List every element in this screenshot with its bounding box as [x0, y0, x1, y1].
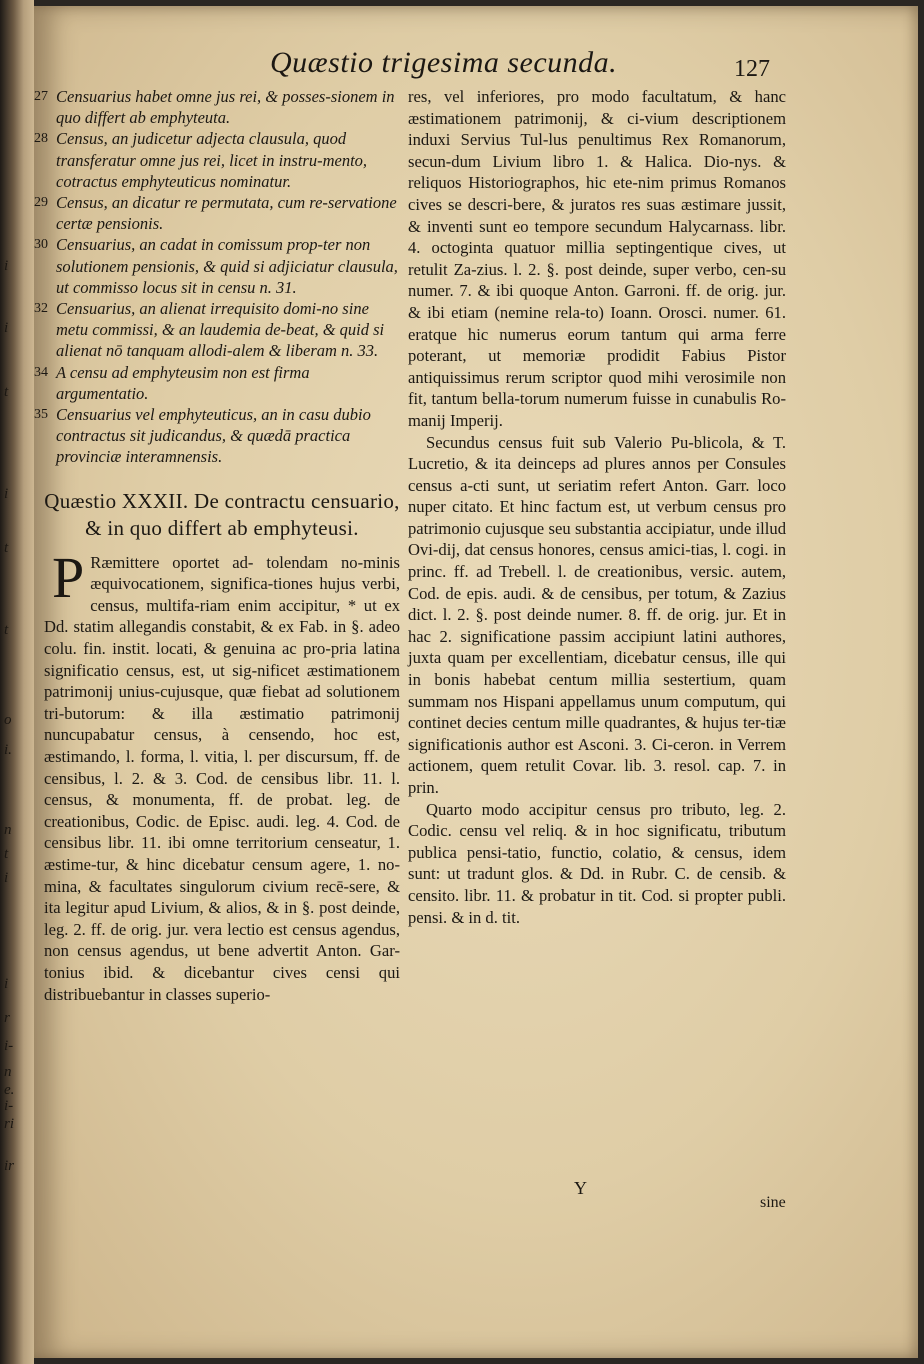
margin-letter: t	[4, 384, 9, 400]
margin-letter: n	[4, 822, 12, 838]
margin-letter: ir	[4, 1158, 15, 1174]
summary-item: 30 Censuarius, an cadat in comissum prop-ter non solutionem pensionis, & quid si adjiciatur clausula, ut commisso locus sit in censu n. 31.	[34, 235, 398, 297]
margin-letter: t	[4, 846, 9, 862]
summary-item: 35 Censuarius vel emphyteuticus, an in casu dubio contractus sit judicandus, & quædā practica provinciæ interamnensis.	[34, 405, 371, 467]
drop-cap: P	[52, 544, 85, 610]
margin-letter: ri	[4, 1116, 15, 1132]
catchword: sine	[760, 1194, 786, 1211]
right-paragraph-1: res, vel inferiores, pro modo facultatum, & hanc æstimationem patrimonij, & ci-vium descriptionem induxi Servius Tul-lus penultimus Rex Romanorum, secun-dum Livium libro 1. & Halica. Dio-nys. & reliquos Historiographos, hic ete-nim primus Romanos cives se descri-bere, & juratos res suas æstimare jussit, & inventi sunt eo tempore secundum Halycarnass. libr. 4. octoginta quatuor millia septingentique cives, ut retulit Za-zius. l. 2. §. post deinde, super verbo, cen-su numer. 7. & ibi quoque Anton. Garroni. ff. de orig. jur. & ibi etiam (nemine rela-to) Ioann. Orosci. numer. 61. eratque hic numerus eorum tantum qui arma ferre poterant, ut memoriæ prodidit Fabius Pistor antiquissimus rerum scriptor quod mihi verosimile non fit, tantum bella-torum numerum fuisse in cunabulis Ro-manij Imperij.	[408, 87, 786, 430]
left-body-text: P Ræmittere oportet ad- tolendam no-minis æquivocationem, significa-tiones hujus verbi, census, multifa-riam enim accipitur, * ut ex Dd. statim allegandis constabit, & ex Fab. in §. adeo colu. fin. instit. locati, & genuina ac pro-pria latina significatio census, est, ut sig-nificet æstimationem patrimonij unius-cujusque, quæ fiebat ad solutionem tri-butorum: & illa æstimatio patrimonij nuncupabatur census, à censendo, hoc est, æstimando, l. forma, l. vitia, l. per discursum, ff. de censibus, l. 2. & 3. Cod. de censibus libr. 11. l. census, & monumenta, ff. de probat. leg. de creationibus, Codic. de Episc. audi. leg. 4. Cod. de censibus libr. 11. ibi omne territorium censeatur, 1. æstime-tur, & hinc dicebatur censum agere, 1. no-mina, & facultates singulorum civium recē-sere, & ita legitur apud Livium, & alios, & in §. post deinde, leg. 2. ff. de orig. jur. vera lectio est census agendus, non census agendus, ut bene advertit Anton. Gar-tonius ibid. & dicebantur cives censi qui distribuebantur in classes superio-	[44, 544, 400, 1004]
summary-item: 34 A censu ad emphyteusim non est firma argumentatio.	[34, 362, 310, 403]
margin-letter: i-	[4, 1038, 14, 1054]
page-number: 127	[734, 56, 770, 82]
margin-letter: i	[4, 320, 9, 336]
right-paragraph-3: Quarto modo accipitur census pro tributo, leg. 2. Codic. censu vel reliq. & in hoc significatu, tributum publica pensi-tatio, functio, colatio, & census, idem sunt: ut tradunt glos. & Dd. in Rubr. C. de censib. & censito. libr. 11. & probatur in tit. Cod. si propter publi. pensi. & in d. tit.	[408, 799, 786, 927]
margin-letter: t	[4, 540, 9, 556]
margin-letter: i	[4, 486, 9, 502]
running-title: Quæstio trigesima secunda.	[270, 46, 618, 79]
facing-page-margin-text	[2, 0, 22, 1364]
margin-letter: i	[4, 258, 9, 274]
signature-mark: Y	[574, 1178, 587, 1198]
summary-item: 29 Census, an dicatur re permutata, cum re-servatione certæ pensionis.	[34, 193, 397, 234]
right-paragraph-2: Secundus census fuit sub Valerio Pu-blicola, & T. Lucretio, & ita deinceps ad plures annos per Consules census a-cti sunt, ut seriatim refert Anton. Garr. loco nuper citato. Et hinc factum est, ut verbum census pro patrimonio cujusque seu substantia accipiatur, unde illud Ovi-dij, dat census honores, census amici-tias, l. cogi. in princ. ff. ad Trebell. l. de creationibus, versic. autem, Cod. de epis. audi. & de censibus, per totum, & Zazius dict. l. 2. §. post deinde numer. 8. ff. de orig. jur. Et in hac 2. significatione passim accipiunt latini authores, juxta quam per excellentiam, dicebatur census, ille qui in bonis habebat centum millia sestertium, quam summam nos Hispani appellamus unum computum, qui continet decies centum mille quadrantes, & hujus ter-tiæ significationis author est Asconi. 3. Ci-ceron. in Verrem actionem, quem retulit Covar. lib. 3. resol. cap. 7. in prin.	[408, 432, 786, 797]
margin-letter: o	[4, 712, 12, 728]
margin-letter: t	[4, 622, 9, 638]
right-column	[408, 86, 786, 928]
summary-item: 27 Censuarius habet omne jus rei, & posses-sionem in quo differt ab emphyteuta.	[34, 87, 395, 128]
left-column	[34, 86, 400, 1005]
question-title: Quæstio XXXII. De contractu censuario, & in quo differt ab emphyteusi.	[44, 488, 400, 540]
margin-letter: r	[4, 1010, 10, 1026]
summary-item: 28 Census, an judicetur adjecta clausula, quod transferatur omne jus rei, licet in instru-mento, cotractus emphyteuticus nominatur.	[34, 129, 368, 191]
margin-letter: i-	[4, 1098, 14, 1114]
margin-letter: i.	[4, 742, 12, 758]
margin-letter: n	[4, 1064, 12, 1080]
book-page	[34, 6, 918, 1358]
summary-item: 32 Censuarius, an alienat irrequisito domi-no sine metu commissi, & an laudemia de-beat, & quid si alienat nō tanquam allodi-alem & liberam n. 33.	[34, 299, 385, 361]
margin-letter: i	[4, 870, 9, 886]
summary-list	[34, 86, 400, 468]
margin-letter: e.	[4, 1082, 15, 1098]
margin-letter: i	[4, 976, 9, 992]
